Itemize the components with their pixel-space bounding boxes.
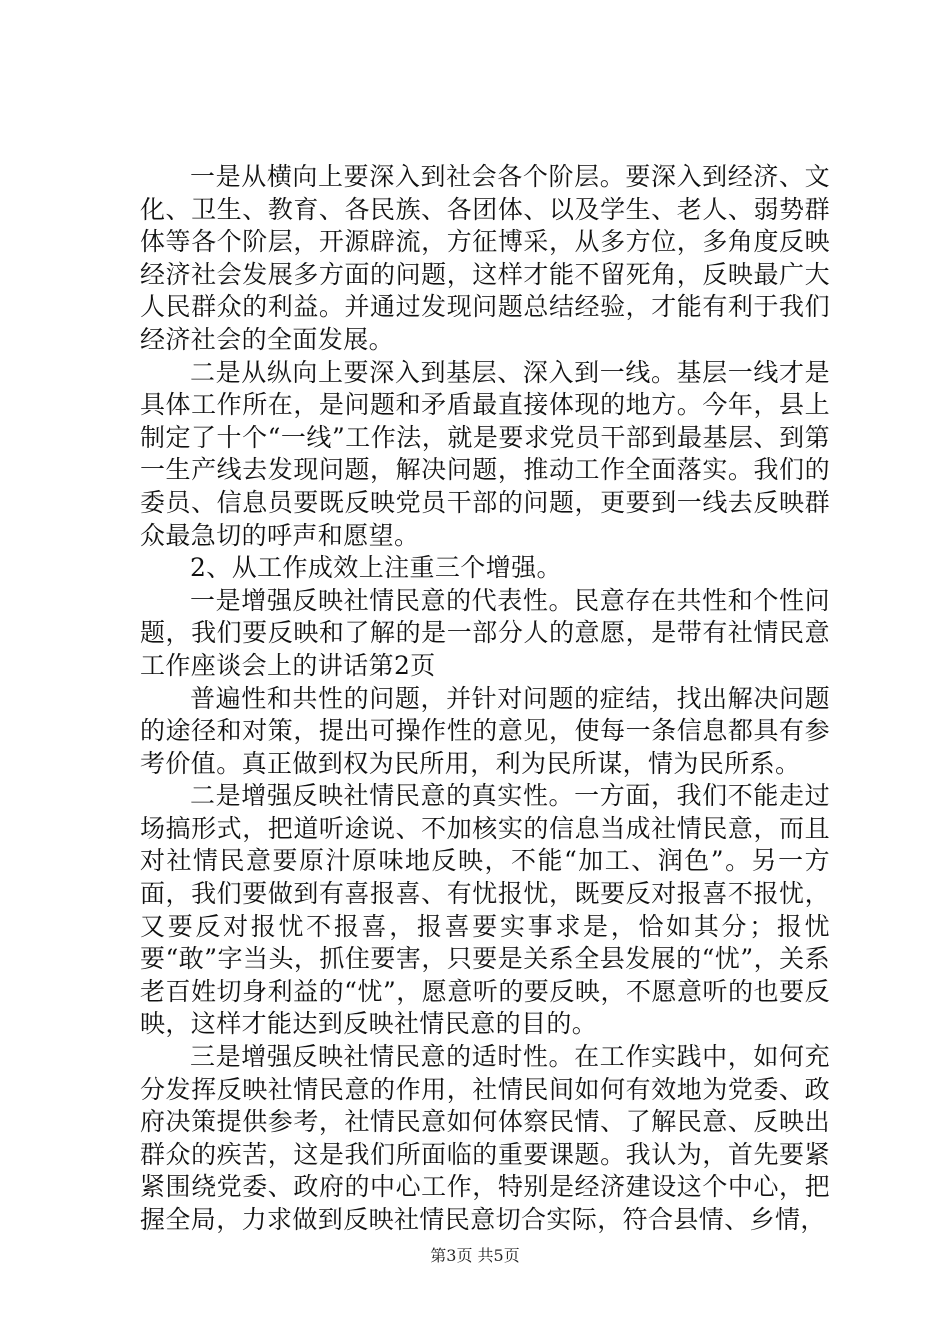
paragraph-vertical-depth: 二是从纵向上要深入到基层、深入到一线。基层一线才是具体工作所在，是问题和矛盾最直接体现的地方。今年，县上制定了十个“一线”工作法，就是要求党员干部到最基层、到第一生产线去发现问题，解决问题，推动工作全面落实。我们的委员、信息员要既反映党员干部的问题，更要到一线去反映群众最急切的呼声和愿望。 [140,357,830,550]
paragraph-horizontal-depth: 一是从横向上要深入到社会各个阶层。要深入到经济、文化、卫生、教育、各民族、各团体、以及学生、老人、弱势群体等各个阶层，开源辟流，方征博采，从多方位，多角度反映经济社会发展多方面的问题，这样才能不留死角，反映最广大人民群众的利益。并通过发现问题总结经验，才能有利于我们经济社会的全面发展。 [140,162,830,354]
paragraph-representativeness-continued: 普遍性和共性的问题，并针对问题的症结，找出解决问题的途径和对策，提出可操作性的意见，使每一条信息都具有参考价值。真正做到权为民所用，利为民所谋，情为民所系。 [140,683,830,778]
document-body [140,161,830,1237]
section-heading-three-enhancements: 2、从工作成效上注重三个增强。 [190,553,562,583]
paragraph-authenticity: 二是增强反映社情民意的真实性。一方面，我们不能走过场搞形式，把道听途说、不加核实的信息当成社情民意，而且对社情民意要原汁原味地反映，不能“加工、润色”。另一方面，我们要做到有喜报喜、有忧报忧，既要反对报喜不报忧，又要反对报忧不报喜，报喜要实事求是，恰如其分；报忧要“敢”字当头，抓住要害，只要是关系全县发展的“忧”，关系老百姓切身利益的“忧”，愿意听的要反映，不愿意听的也要反映，这样才能达到反映社情民意的目的。 [140,781,830,1039]
page-number-footer: 第3页 共5页 [430,1246,520,1265]
paragraph-timeliness: 三是增强反映社情民意的适时性。在工作实践中，如何充分发挥反映社情民意的作用，社情民间如何有效地为党委、政府决策提供参考，社情民意如何体察民情、了解民意、反映出群众的疾苦，这是我们所面临的重要课题。我认为，首先要紧紧围绕党委、政府的中心工作，特别是经济建设这个中心，把握全局，力求做到反映社情民意切合实际，符合县情、乡情， [140,1042,830,1234]
paragraph-representativeness: 一是增强反映社情民意的代表性。民意存在共性和个性问题，我们要反映和了解的是一部分人的意愿，是带有社情民意工作座谈会上的讲话第2页 [140,585,830,680]
